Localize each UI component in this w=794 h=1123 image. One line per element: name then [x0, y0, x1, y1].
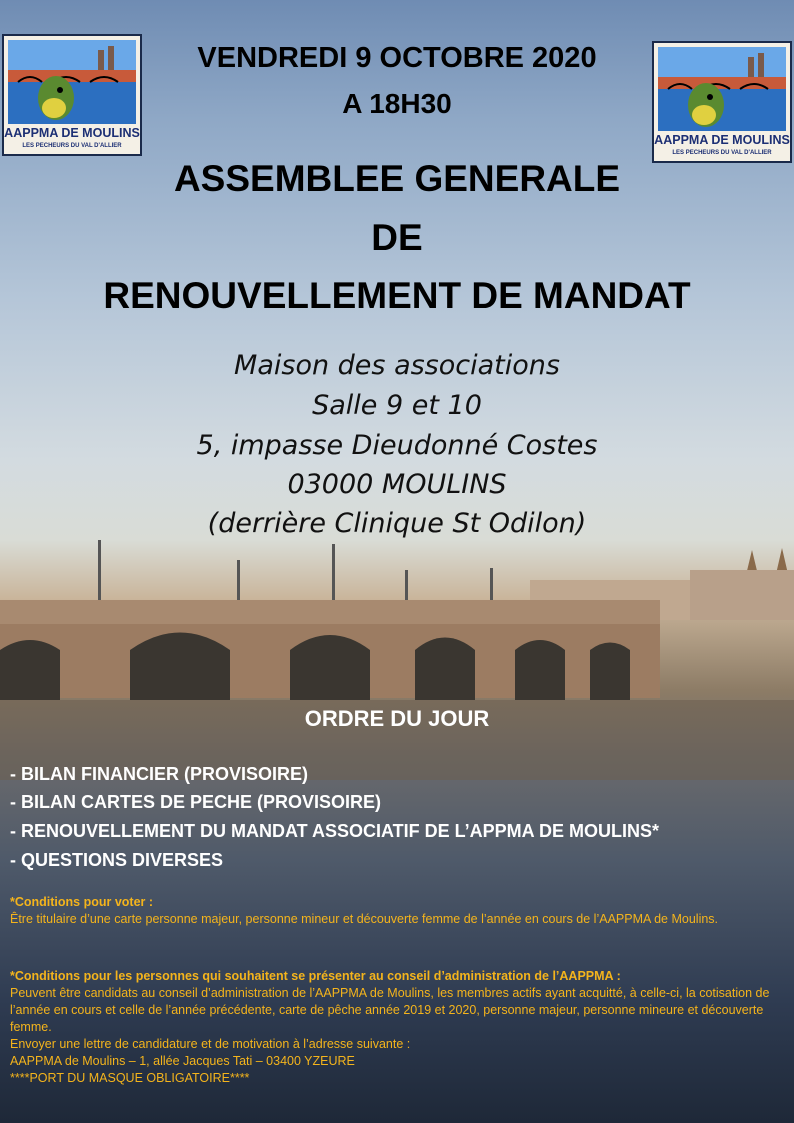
agenda-item: - BILAN FINANCIER (PROVISOIRE) [10, 764, 309, 784]
address-street: 5, impasse Dieudonné Costes [196, 430, 598, 461]
logo-title: AAPPMA DE MOULINS [654, 133, 790, 147]
ca-conditions-heading: *Conditions pour les personnes qui souhaitent se présenter au conseil d’administration de l’AAPPMA : [10, 969, 621, 983]
agenda-item: - RENOUVELLEMENT DU MANDAT ASSOCIATIF DE L’APPMA DE MOULINS* [10, 821, 660, 841]
event-time: A 18H30 [342, 88, 452, 119]
event-date: VENDREDI 9 OCTOBRE 2020 [197, 42, 597, 74]
address-room: Salle 9 et 10 [312, 390, 482, 421]
vote-conditions-text: Être titulaire d’une carte personne majeur, personne mineur et découverte femme de l’année en cours de l’AAPPMA de Moulins. [10, 912, 719, 926]
ca-conditions-block [10, 985, 784, 1087]
letter-instruction: Envoyer une lettre de candidature et de motivation à l’adresse suivante : [10, 1037, 411, 1051]
logo-title: AAPPMA DE MOULINS [4, 126, 140, 140]
logo-tagline: LES PECHEURS DU VAL D'ALLIER [672, 150, 772, 156]
ca-conditions-text: Peuvent être candidats au conseil d’administration de l’AAPPMA de Moulins, les membres actifs ayant acquitté, à celle-ci, la cotisation de l’année en cours et celle de l’année précédente, carte de pêche année 2019 et 2020, personne majeur, personne mineure et découverte femme. [10, 986, 770, 1034]
title-line-1: ASSEMBLEE GENERALE [173, 158, 621, 199]
agenda-item: - BILAN CARTES DE PECHE (PROVISOIRE) [10, 792, 382, 812]
agenda-item: - QUESTIONS DIVERSES [10, 850, 224, 870]
bridge-illustration [0, 540, 794, 780]
vote-conditions-heading: *Conditions pour voter : [10, 895, 154, 909]
title-line-2: DE [371, 217, 423, 258]
address-city: 03000 MOULINS [287, 469, 507, 500]
address-landmark: (derrière Clinique St Odilon) [207, 508, 587, 539]
title-line-3: RENOUVELLEMENT DE MANDAT [103, 275, 691, 316]
agenda-heading: ORDRE DU JOUR [304, 706, 490, 731]
postal-address: AAPPMA de Moulins – 1, allée Jacques Tati – 03400 YZEURE [10, 1054, 355, 1068]
address-venue: Maison des associations [234, 350, 560, 381]
logo-tagline: LES PECHEURS DU VAL D'ALLIER [22, 143, 122, 149]
mask-notice: ****PORT DU MASQUE OBLIGATOIRE**** [10, 1071, 250, 1085]
